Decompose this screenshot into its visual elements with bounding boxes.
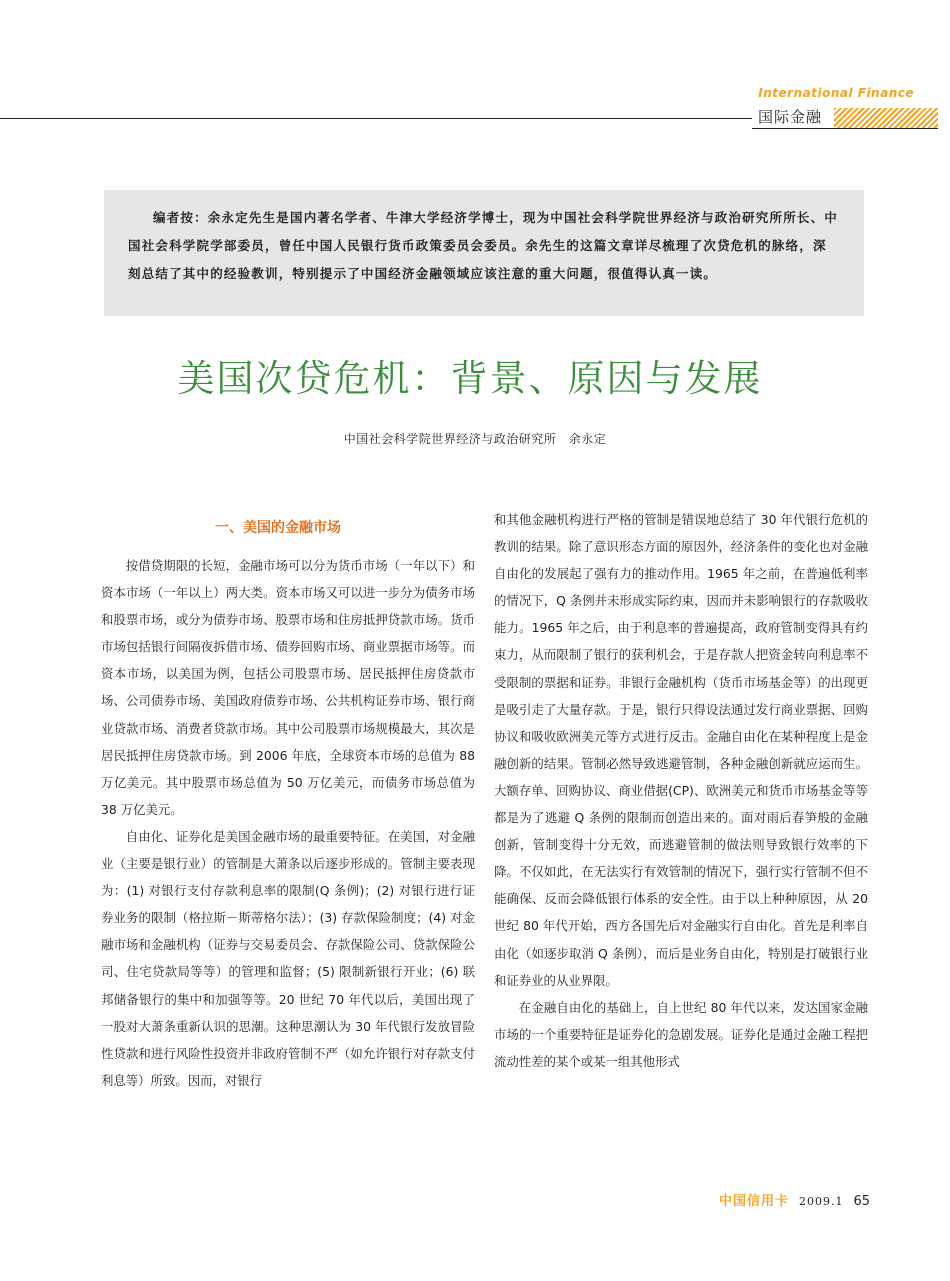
section-title-english: International Finance [758, 86, 914, 100]
magazine-name: 中国信用卡 [718, 1194, 789, 1209]
editor-note-box [104, 190, 864, 316]
header-underline [752, 128, 938, 129]
right-column [494, 506, 868, 1075]
header-hatch-decoration [834, 108, 938, 128]
section-heading: 一、美国的金融市场 [215, 520, 341, 536]
paragraph-continued: 和其他金融机构进行严格的管制是错误地总结了 30 年代银行危机的教训的结果。除了意识形态方面的原因外，经济条件的变化也对金融自由化的发展起了强有力的推动作用。1965 年之前，在普遍低利率的情况下，Q 条例并未形成实际约束，因而并未影响银行的存款吸收能力。1965 年之后，由于利息率的普遍提高，政府管制变得具有约束力，从而限制了银行的获利机会，于是存款人把资金转向利息率不受限制的票据和证券。非银行金融机构（货币市场基金等）的出现更是吸引走了大量存款。于是，银行只得设法通过发行商业票据、回购协议和吸收欧洲美元等方式进行反击。金融自由化在某种程度上是金融创新的结果。管制必然导致逃避管制，各种金融创新就应运而生。大额存单、回购协议、商业借据(CP)、欧洲美元和货币市场基金等等都是为了逃避 Q 条例的限制而创造出来的。面对雨后春笋般的金融创新，管制变得十分无效，而逃避管制的做法则导致银行效率的下降。不仅如此，在无法实行有效管制的情况下，强行实行管制不但不能确保、反而会降低银行体系的安全性。由于以上种种原因，从 20 世纪 80 年代开始，西方各国先后对金融实行自由化。首先是利率自由化（如逐步取消 Q 条例），而后是业务自由化，特别是打破银行业和证券业的从业界限。 [494, 512, 868, 988]
article-title: 美国次贷危机：背景、原因与发展 [177, 357, 763, 400]
page-footer [719, 1190, 870, 1210]
issue-number: 2009.1 [798, 1195, 844, 1208]
header-rule [0, 118, 752, 119]
paragraph: 自由化、证券化是美国金融市场的最重要特征。在美国，对金融业（主要是银行业）的管制是大萧条以后逐步形成的。管制主要表现为：(1) 对银行支付存款利息率的限制(Q 条例)；(2) 对银行进行证券业务的限制（格拉斯－斯蒂格尔法）；(3) 存款保险制度；(4) 对金融市场和金融机构（证券与交易委员会、存款保险公司、贷款保险公司、住宅贷款局等等）的管理和监督；(5) 限制新银行开业；(6) 联邦储备银行的集中和加强等等。20 世纪 70 年代以后，美国出现了一股对大萧条重新认识的思潮。这种思潮认为 30 年代银行发放冒险性贷款和进行风险性投资并非政府管制不严（如允许银行对存款支付利息等）所致。因而，对银行 [101, 828, 475, 1088]
author-byline: 中国社会科学院世界经济与政治研究所 余永定 [343, 432, 607, 446]
paragraph: 在金融自由化的基础上，自上世纪 80 年代以来，发达国家金融市场的一个重要特征是证券化的急剧发展。证券化是通过金融工程把流动性差的某个或某一组其他形式 [494, 999, 868, 1069]
paragraph: 按借贷期限的长短，金融市场可以分为货币市场（一年以下）和资本市场（一年以上）两大类。资本市场又可以进一步分为债务市场和股票市场，或分为债券市场、股票市场和住房抵押贷款市场。货币市场包括银行间隔夜拆借市场、债券回购市场、商业票据市场等。而资本市场，以美国为例，包括公司股票市场、居民抵押住房贷款市场、公司债券市场、美国政府债券市场、公共机构证券市场、银行商业贷款市场、消费者贷款市场。其中公司股票市场规模最大，其次是居民抵押住房贷款市场。到 2006 年底，全球资本市场的总值为 88 万亿美元。其中股票市场总值为 50 万亿美元，而债务市场总值为 38 万亿美元。 [101, 558, 475, 817]
editor-note-text: 编者按：余永定先生是国内著名学者、牛津大学经济学博士，现为中国社会科学院世界经济与政治研究所所长、中国社会科学院学部委员，曾任中国人民银行货币政策委员会委员。余先生的这篇文章详尽梳理了次贷危机的脉络，深刻总结了其中的经验教训，特别提示了中国经济金融领域应该注意的重大问题，很值得认真一读。 [128, 210, 839, 281]
page-number: 65 [853, 1194, 870, 1209]
left-column [101, 506, 475, 1094]
section-title-chinese: 国际金融 [758, 108, 823, 126]
